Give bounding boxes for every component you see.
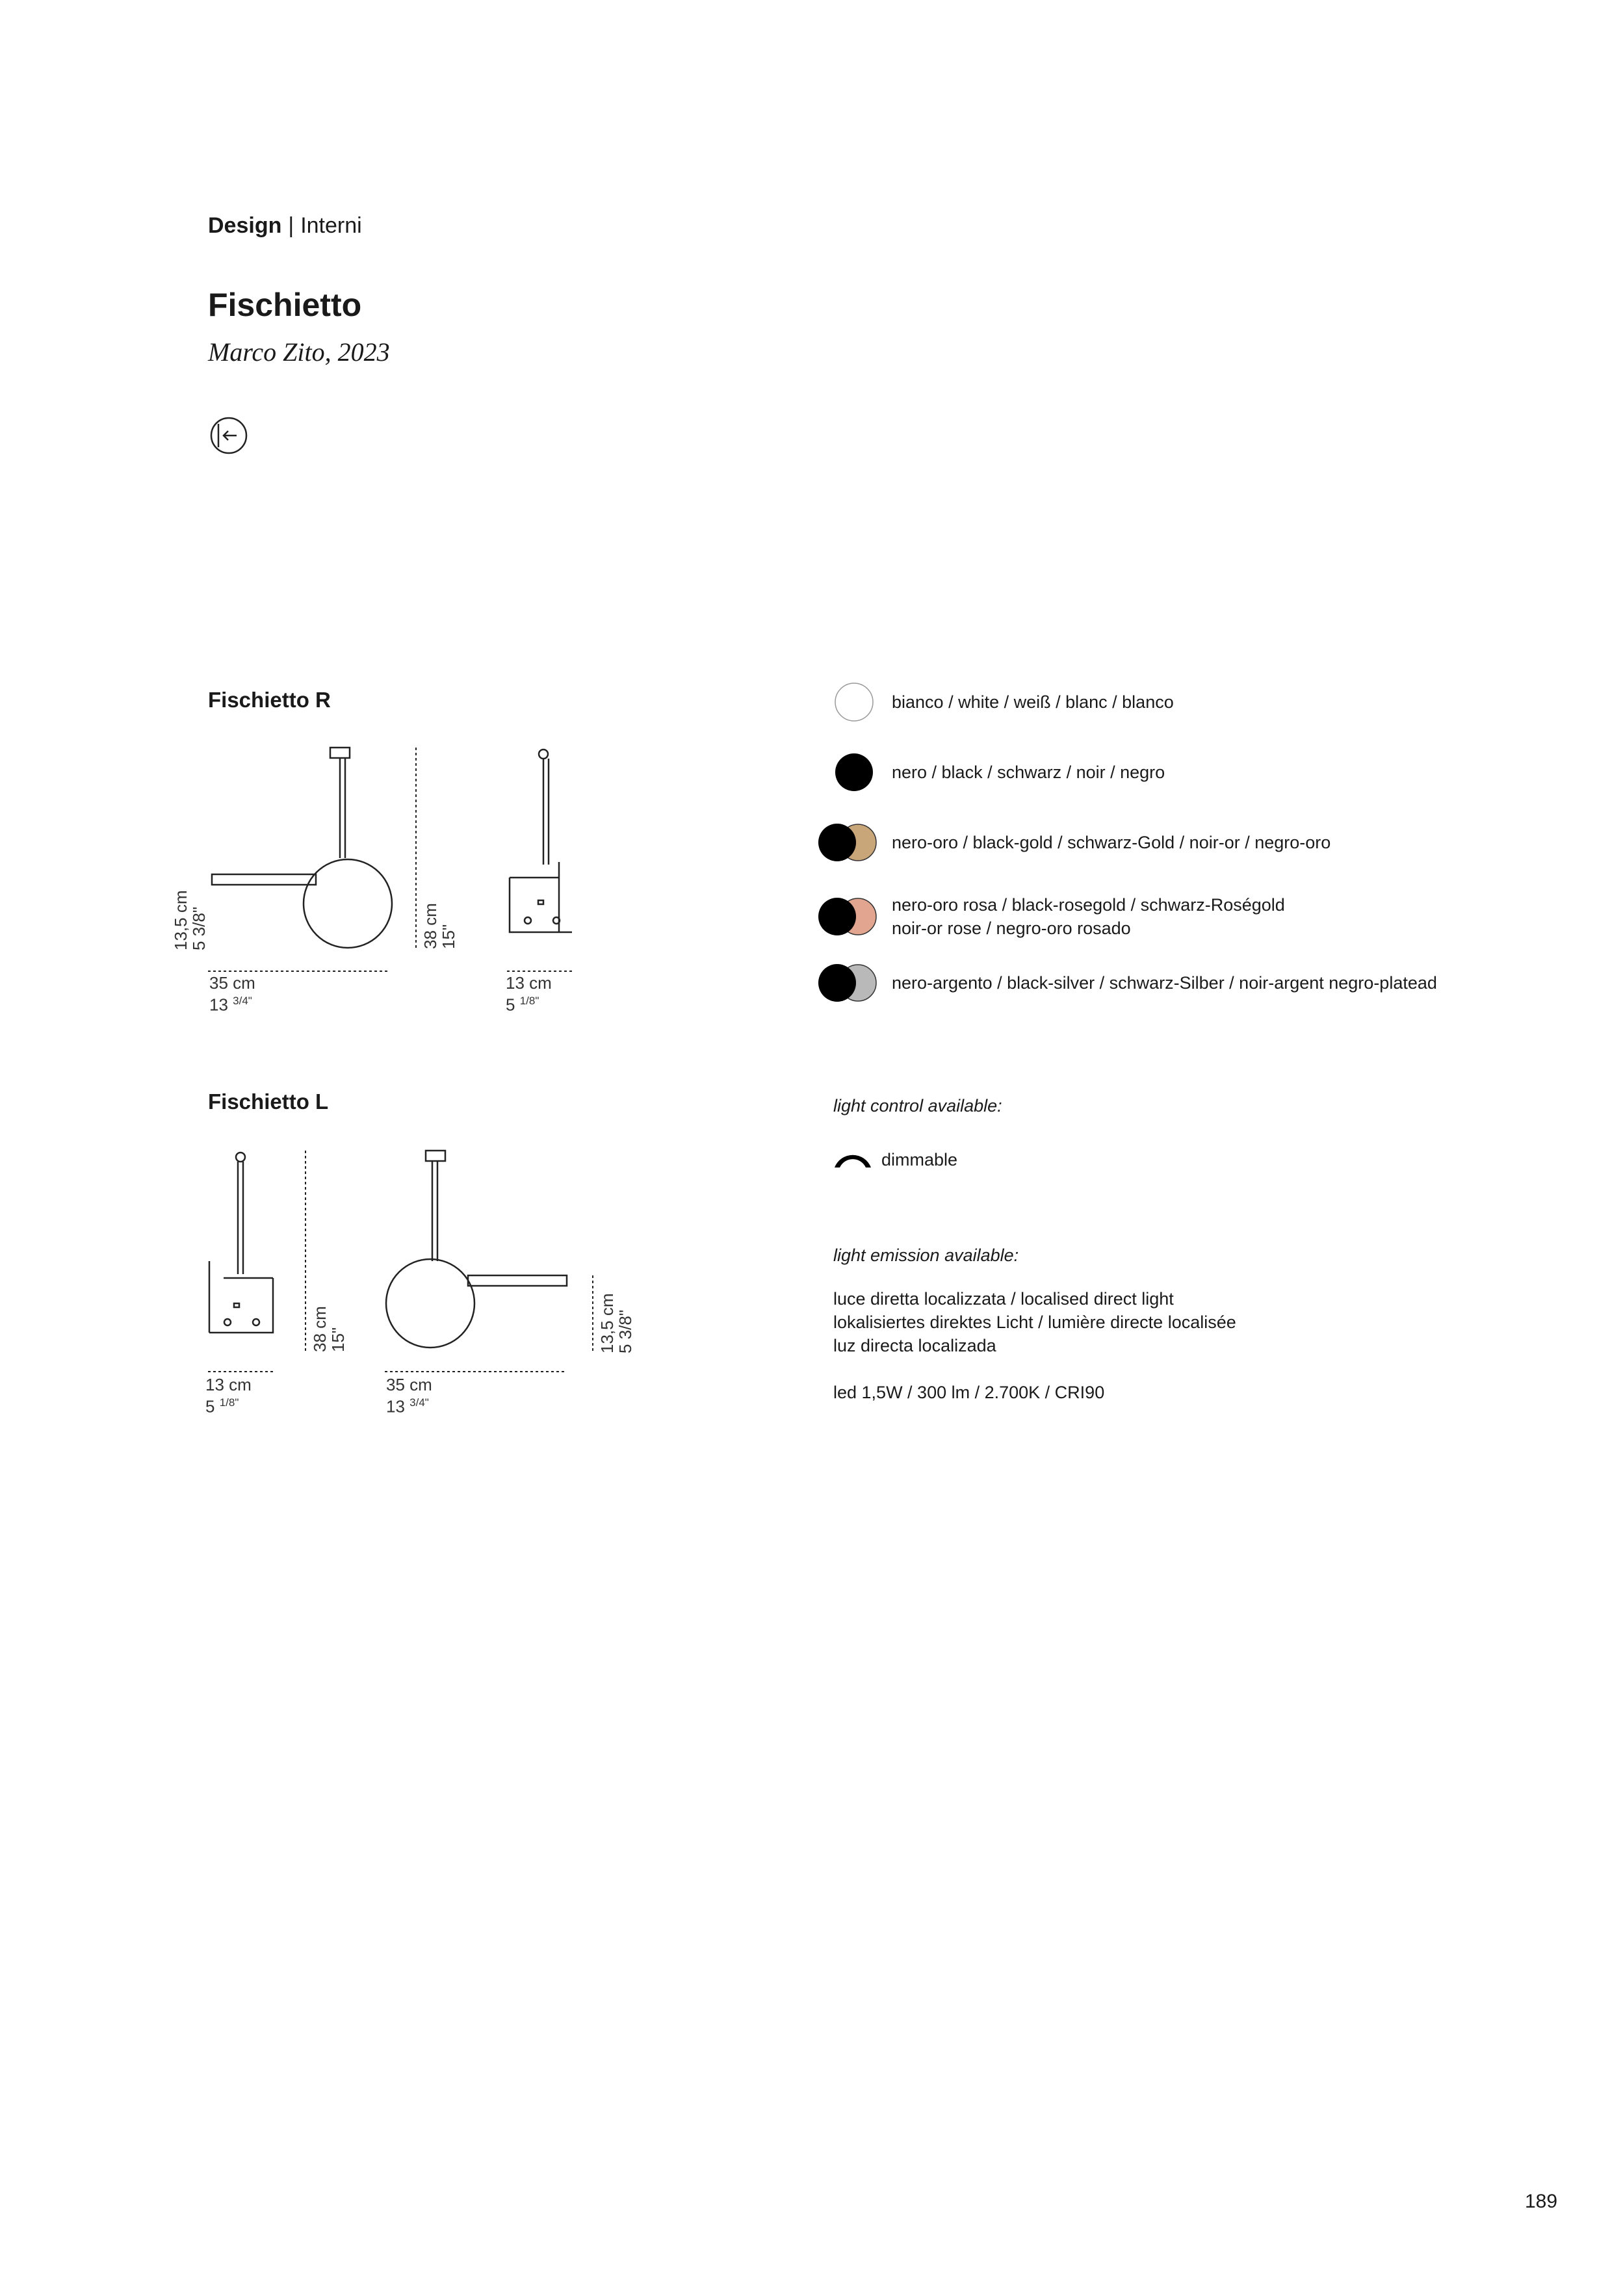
swatch-black [812, 753, 890, 792]
swatch-black-rosegold [812, 897, 890, 936]
drawing-l-side [208, 1151, 305, 1372]
drawing-r-front [208, 748, 416, 971]
swatch-black-gold [812, 823, 890, 862]
dimmable-label: dimmable [881, 1150, 958, 1169]
model-title-r: Fischietto R [208, 688, 331, 712]
finish-black-silver: nero-argento / black-silver / schwarz-Silber / noir-argent negro-platead [812, 963, 1527, 1002]
dim-l-total-height: 38 cm 15" [310, 1306, 348, 1352]
page-number: 189 [1525, 2191, 1558, 2212]
led-spec: led 1,5W / 300 lm / 2.700K / CRI90 [833, 1383, 1105, 1402]
brand-separator: | [288, 213, 294, 238]
finish-white: bianco / white / weiß / blanc / blanco [812, 683, 1527, 722]
designer-credit: Marco Zito, 2023 [208, 337, 390, 367]
light-control-heading: light control available: [833, 1096, 1002, 1115]
swatch-white [812, 683, 890, 722]
light-emission-heading: light emission available: [833, 1246, 1019, 1265]
brand-bold: Design [208, 213, 282, 238]
swatch-black-silver [812, 963, 890, 1002]
finish-black-rosegold: nero-oro rosa / black-rosegold / schwarz-Roségold noir-or rose / negro-oro rosado [812, 893, 1527, 940]
dim-l-height: 13,5 cm 5 3/8" [597, 1293, 635, 1353]
drawing-r-side [507, 750, 572, 971]
ceiling-canopy [330, 748, 350, 758]
drawing-l-front [385, 1151, 593, 1372]
brand-sub: Interni [300, 213, 362, 238]
page-title: Fischietto [208, 287, 362, 323]
dim-r-front-width: 35 cm 13 $^{3/4"}$ [209, 973, 255, 1015]
finish-black-gold: nero-oro / black-gold / schwarz-Gold / noir-or / negro-oro [812, 823, 1527, 862]
dim-r-side-width: 13 cm 5 $^{1/8"}$ [506, 973, 552, 1015]
dimmable-arc-icon [833, 1145, 872, 1169]
finish-black: nero / black / schwarz / noir / negro [812, 753, 1527, 792]
dim-l-side-width: 13 cm 5 $^{1/8"}$ [205, 1375, 252, 1416]
dim-r-height: 13,5 cm 5 3/8" [171, 890, 209, 950]
dim-l-front-width: 35 cm 13 $^{3/4"}$ [386, 1375, 432, 1416]
model-title-l: Fischietto L [208, 1089, 329, 1114]
dim-r-total-height: 38 cm 15" [421, 903, 458, 949]
lamp-globe [304, 859, 392, 948]
light-emission-lines: luce diretta localizzata / localised direct light lokalisiertes direktes Licht / lumière directe localisée luz directa localizada [833, 1289, 1236, 1355]
lamp-arm [212, 874, 316, 885]
